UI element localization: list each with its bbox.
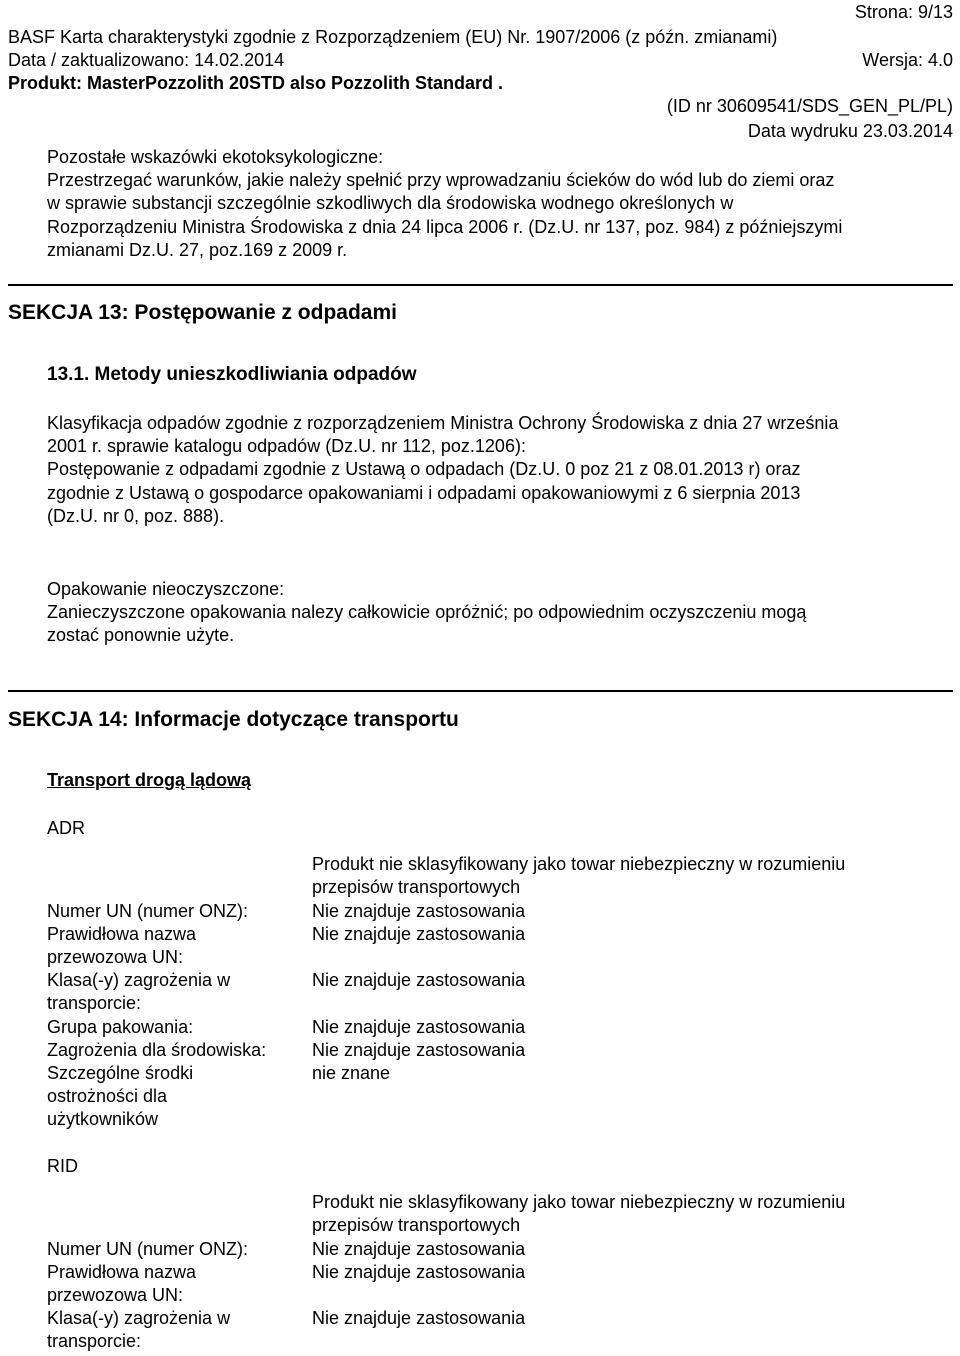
- land-transport-heading: Transport drogą lądową: [47, 770, 252, 790]
- adr-intro-line: przepisów transportowych: [312, 877, 521, 898]
- row-label: Numer UN (numer ONZ):: [47, 901, 249, 921]
- row-value: Nie znajduje zastosowania: [312, 1040, 526, 1060]
- row-label: Klasa(-y) zagrożenia w: [47, 1308, 231, 1328]
- rid-intro-line: przepisów transportowych: [312, 1215, 521, 1236]
- adr-intro-line: Produkt nie sklasyfikowany jako towar niebezpieczny w rozumieniu: [312, 854, 846, 874]
- print-date: Data wydruku 23.03.2014: [747, 121, 953, 141]
- waste-line: Postępowanie z odpadami zgodnie z Ustawą o odpadach (Dz.U. 0 poz 21 z 08.01.2013 r) oraz: [47, 459, 801, 480]
- waste-line: Klasyfikacja odpadów zgodnie z rozporządzeniem Ministra Ochrony Środowiska z dnia 27 września: [47, 413, 839, 433]
- row-label: ostrożności dla: [47, 1086, 168, 1107]
- row-value: Nie znajduje zastosowania: [312, 901, 526, 921]
- waste-classification-paragraph: [47, 412, 838, 528]
- waste-line: zgodnie z Ustawą o gospodarce opakowaniami i odpadami opakowaniowymi z 6 sierpnia 2013: [47, 482, 801, 503]
- row-label: Grupa pakowania:: [47, 1017, 194, 1037]
- row-value: Nie znajduje zastosowania: [312, 924, 526, 944]
- packaging-line: zostać ponownie użyte.: [47, 625, 235, 646]
- row-label: Zagrożenia dla środowiska:: [47, 1040, 267, 1060]
- row-label: Prawidłowa nazwa: [47, 924, 197, 944]
- rid-label: RID: [47, 1156, 78, 1176]
- product-name: Produkt: MasterPozzolith 20STD also Pozzolith Standard .: [8, 73, 504, 93]
- row-label: Prawidłowa nazwa: [47, 1262, 197, 1282]
- section-divider: [8, 284, 953, 286]
- row-label: Szczególne środki: [47, 1063, 194, 1083]
- packaging-line: Opakowanie nieoczyszczone:: [47, 579, 285, 599]
- adr-intro: [312, 853, 845, 899]
- section-divider: [8, 690, 953, 692]
- waste-line: (Dz.U. nr 0, poz. 888).: [47, 505, 225, 526]
- row-label: użytkowników: [47, 1109, 159, 1130]
- packaging-paragraph: [47, 578, 806, 648]
- document-title: BASF Karta charakterystyki zgodnie z Rozporządzeniem (EU) Nr. 1907/2006 (z późn. zmianami): [8, 27, 778, 47]
- row-value: Nie znajduje zastosowania: [312, 1262, 526, 1282]
- section-14-title: SEKCJA 14: Informacje dotyczące transportu: [8, 708, 459, 731]
- row-label: przewozowa UN:: [47, 1285, 184, 1306]
- rid-intro-line: Produkt nie sklasyfikowany jako towar niebezpieczny w rozumieniu: [312, 1192, 846, 1212]
- ecotox-line: Pozostałe wskazówki ekotoksykologiczne:: [47, 147, 384, 167]
- rid-intro: [312, 1191, 845, 1237]
- row-value: Nie znajduje zastosowania: [312, 1308, 526, 1328]
- ecotox-line: w sprawie substancji szczególnie szkodliwych dla środowiska wodnego określonych w: [47, 193, 734, 214]
- row-label: transporcie:: [47, 1331, 142, 1352]
- ecotox-line: Przestrzegać warunków, jakie należy spełnić przy wprowadzaniu ścieków do wód lub do ziemi oraz: [47, 170, 835, 191]
- section-13-1-title: 13.1. Metody unieszkodliwiania odpadów: [47, 364, 417, 385]
- ecotox-paragraph: [47, 146, 842, 262]
- row-label: transporcie:: [47, 993, 142, 1014]
- row-label: przewozowa UN:: [47, 947, 184, 968]
- page-number: Strona: 9/13: [854, 2, 953, 22]
- version: Wersja: 4.0: [862, 50, 953, 70]
- row-label: Klasa(-y) zagrożenia w: [47, 970, 231, 990]
- document-id: (ID nr 30609541/SDS_GEN_PL/PL): [666, 96, 953, 116]
- row-label: Numer UN (numer ONZ):: [47, 1239, 249, 1259]
- waste-line: 2001 r. sprawie katalogu odpadów (Dz.U. nr 112, poz.1206):: [47, 436, 526, 457]
- row-value: Nie znajduje zastosowania: [312, 1239, 526, 1259]
- ecotox-line: zmianami Dz.U. 27, poz.169 z 2009 r.: [47, 239, 348, 260]
- section-13-title: SEKCJA 13: Postępowanie z odpadami: [8, 301, 397, 324]
- row-value: Nie znajduje zastosowania: [312, 970, 526, 990]
- packaging-line: Zanieczyszczone opakowania nalezy całkowicie opróżnić; po odpowiednim oczyszczeniu mogą: [47, 602, 807, 623]
- adr-label: ADR: [47, 818, 86, 838]
- ecotox-line: Rozporządzeniu Ministra Środowiska z dnia 24 lipca 2006 r. (Dz.U. nr 137, poz. 984) z późniejszymi: [47, 216, 843, 237]
- revision-date: Data / zaktualizowano: 14.02.2014: [8, 50, 285, 70]
- row-value: nie znane: [312, 1063, 391, 1083]
- row-value: Nie znajduje zastosowania: [312, 1017, 526, 1037]
